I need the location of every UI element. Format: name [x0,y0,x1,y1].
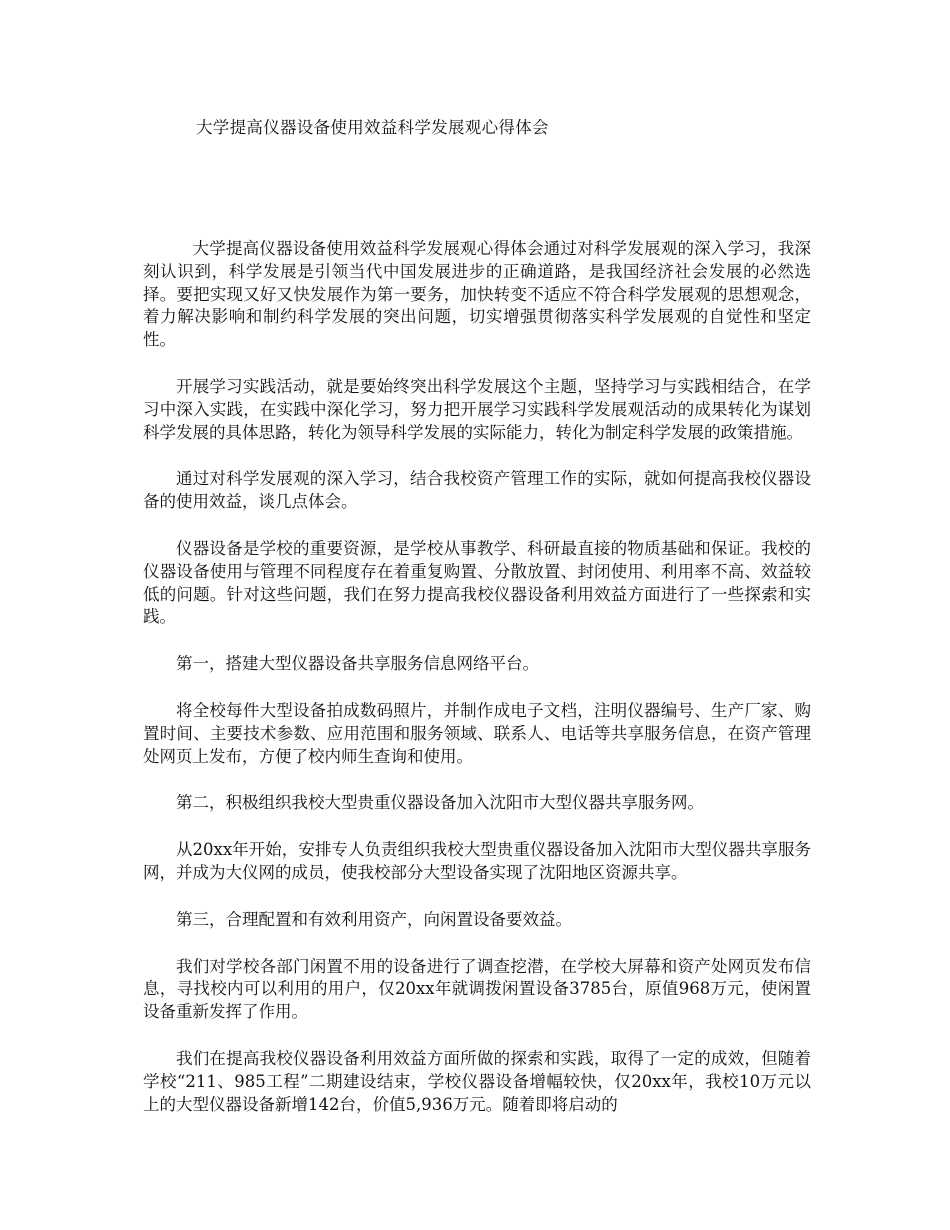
paragraph-point-three-detail: 我们对学校各部门闲置不用的设备进行了调查挖潜，在学校大屏幕和资产处网页发布信息，寻找校内可以利用的用户，仅20xx年就调拨闲置设备3785台，原值968万元，使闲置设备重新发挥了作用。 [143,956,811,1022]
paragraph-practice-activity: 开展学习实践活动，就是要始终突出科学发展这个主题，坚持学习与实践相结合，在学习中深入实践，在实践中深化学习，努力把开展学习实践科学发展观活动的成果转化为谋划科学发展的具体思路，转化为领导科学发展的实际能力，转化为制定科学发展的政策措施。 [143,376,811,442]
document-title: 大学提高仪器设备使用效益科学发展观心得体会 [196,118,549,137]
paragraph-equipment-issues: 仪器设备是学校的重要资源，是学校从事教学、科研最直接的物质基础和保证。我校的仪器设备使用与管理不同程度存在着重复购置、分散放置、封闭使用、利用率不高、效益较低的问题。针对这些问题，我们在努力提高我校仪器设备利用效益方面进行了一些探索和实践。 [143,538,811,627]
paragraph-lead-in: 通过对科学发展观的深入学习，结合我校资产管理工作的实际，就如何提高我校仪器设备的使用效益，谈几点体会。 [143,469,811,512]
paragraph-point-two-heading: 第二，积极组织我校大型贵重仪器设备加入沈阳市大型仪器共享服务网。 [176,793,704,813]
paragraph-point-one-heading: 第一，搭建大型仪器设备共享服务信息网络平台。 [176,654,539,674]
document-body [143,238,811,1140]
paragraph-intro: 大学提高仪器设备使用效益科学发展观心得体会通过对科学发展观的深入学习，我深刻认识到，科学发展是引领当代中国发展进步的正确道路，是我国经济社会发展的必然选择。要把实现又好又快发展作为第一要务，加快转变不适应不符合科学发展观的思想观念，着力解决影响和制约科学发展的突出问题，切实增强贯彻落实科学发展观的自觉性和坚定性。 [143,239,811,350]
paragraph-point-one-detail: 将全校每件大型设备拍成数码照片，并制作成电子文档，注明仪器编号、生产厂家、购置时间、主要技术参数、应用范围和服务领域、联系人、电话等共享服务信息，在资产管理处网页上发布，方便了校内师生查询和使用。 [143,700,811,766]
paragraph-point-two-detail: 从20xx年开始，安排专人负责组织我校大型贵重仪器设备加入沈阳市大型仪器共享服务网，并成为大仪网的成员，使我校部分大型设备实现了沈阳地区资源共享。 [143,840,811,882]
paragraph-results: 我们在提高我校仪器设备利用效益方面所做的探索和实践，取得了一定的成效，但随着学校“211、985工程”二期建设结束，学校仪器设备增幅较快，仅20xx年，我校10万元以上的大型仪器设备新增142台，价值5,936万元。随着即将启动的 [143,1048,811,1114]
paragraph-point-three-heading: 第三，合理配置和有效利用资产，向闲置设备要效益。 [176,909,572,929]
